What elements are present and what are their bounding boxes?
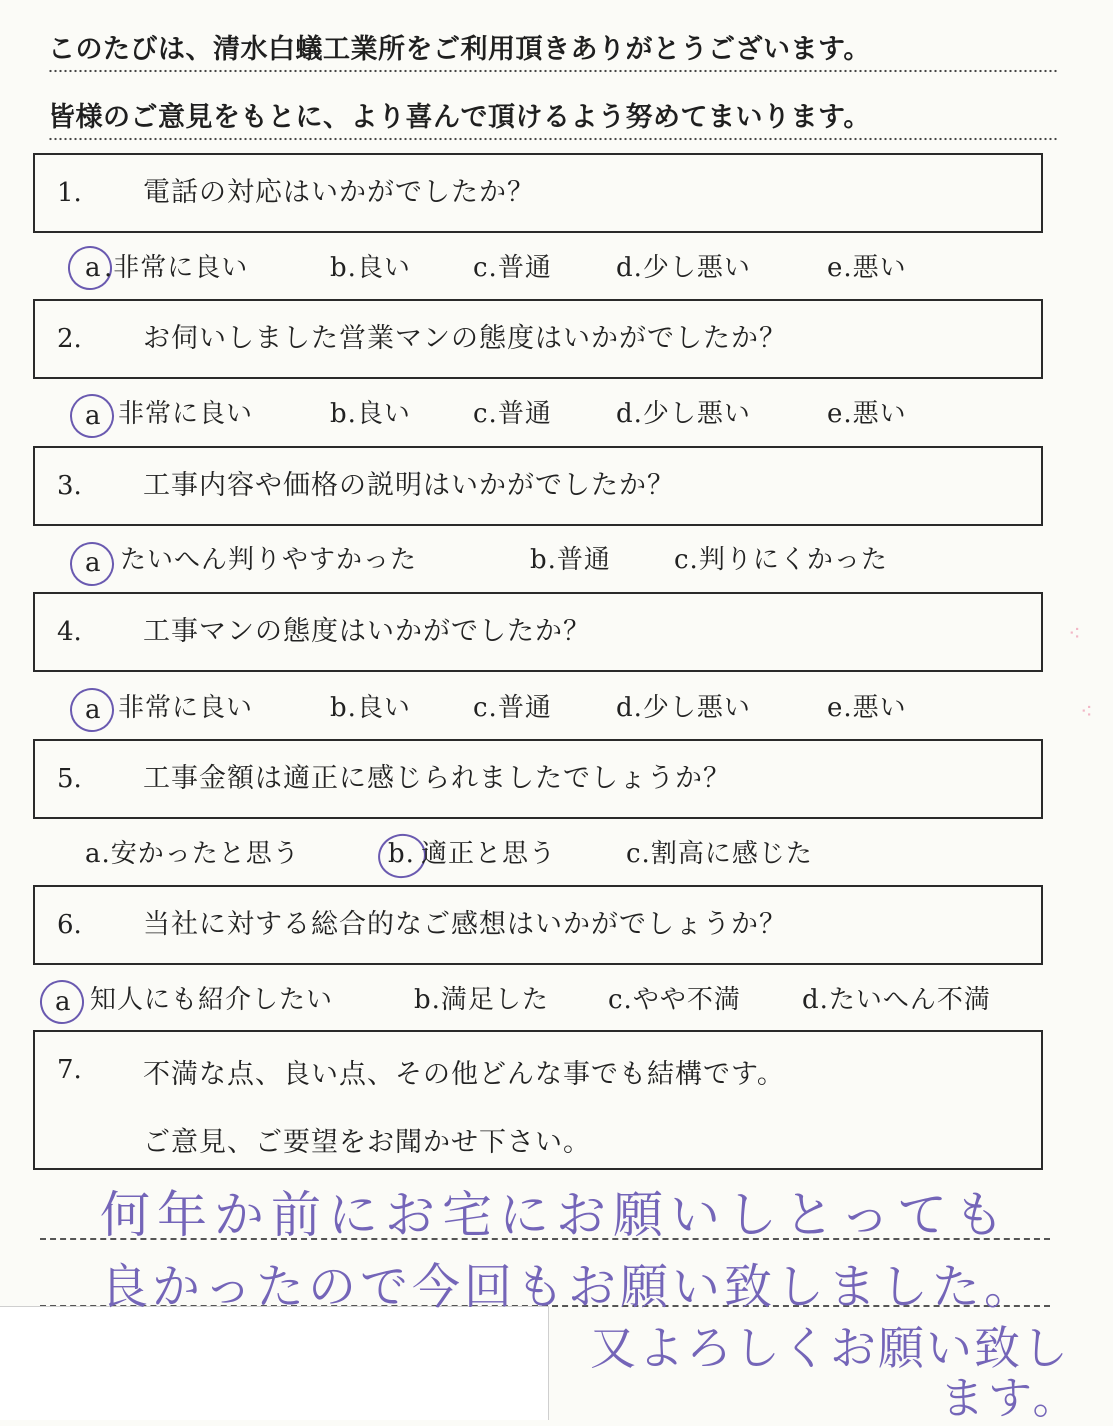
header-text-2: 皆様のご意見をもとに、より喜んで頂けるよう努めてまいります。	[48, 102, 871, 133]
option-c[interactable]: c.やや不満	[608, 985, 741, 1015]
header-underline-1	[48, 68, 1058, 74]
option-a-letter[interactable]: a	[85, 253, 102, 283]
option-a[interactable]: たいへん判りやすかった	[120, 545, 418, 575]
question-7-box	[33, 1030, 1043, 1170]
option-a[interactable]: 非常に良い	[118, 693, 254, 723]
handwritten-comment-line2: 良かったので今回もお願い致しました。	[100, 1259, 1037, 1315]
option-a-letter[interactable]: a	[55, 987, 72, 1017]
question-number: 6.	[57, 910, 82, 940]
question-2-box	[33, 299, 1043, 379]
survey-header-line2	[48, 98, 1058, 138]
handwritten-comment-line1: 何年か前にお宅にお願いしとっても	[100, 1186, 1011, 1244]
option-b[interactable]: b.満足した	[414, 985, 549, 1015]
question-number: 7.	[57, 1055, 82, 1085]
option-b[interactable]: b.良い	[330, 253, 411, 283]
question-text: 当社に対する総合的なご感想はいかがでしょうか？	[143, 909, 787, 940]
option-d[interactable]: d.少し悪い	[616, 693, 751, 723]
option-d[interactable]: d.少し悪い	[616, 399, 751, 429]
ink-smudge: ⁖	[1080, 700, 1093, 725]
option-c[interactable]: c.普通	[473, 399, 552, 429]
question-5-box	[33, 739, 1043, 819]
question-text: 工事内容や価格の説明はいかがでしたか？	[143, 470, 675, 501]
option-a[interactable]: 非常に良い	[118, 399, 254, 429]
handwritten-comment-line3: 又よろしくお願い致し	[590, 1321, 1070, 1375]
question-text: 工事金額は適正に感じられましたでしょうか？	[143, 763, 731, 794]
option-e[interactable]: e.悪い	[827, 693, 907, 723]
option-a[interactable]: .非常に良い	[104, 253, 249, 283]
question-text: 工事マンの態度はいかがでしたか？	[143, 616, 591, 647]
option-b[interactable]: b.普通	[530, 545, 611, 575]
header-underline-2	[48, 136, 1058, 142]
option-b[interactable]: b.良い	[330, 693, 411, 723]
question-text: 不満な点、良い点、その他どんな事でも結構です。	[143, 1059, 785, 1090]
question-number: 4.	[57, 617, 82, 647]
option-b[interactable]: 適正と思う	[421, 839, 557, 869]
question-6-box	[33, 885, 1043, 965]
option-c[interactable]: c.割高に感じた	[626, 839, 813, 869]
option-a-letter[interactable]: a	[85, 548, 102, 578]
option-d[interactable]: d.たいへん不満	[802, 985, 991, 1015]
option-d[interactable]: d.少し悪い	[616, 253, 751, 283]
question-4-box	[33, 592, 1043, 672]
question-1-box	[33, 153, 1043, 233]
question-3-box	[33, 446, 1043, 526]
option-c[interactable]: c.普通	[473, 253, 552, 283]
question-number: 1.	[57, 178, 82, 208]
survey-header-line1	[48, 30, 1058, 70]
ink-smudge: ⁖	[1068, 622, 1081, 647]
paper-edge	[0, 1306, 549, 1420]
question-number: 3.	[57, 471, 82, 501]
option-e[interactable]: e.悪い	[827, 399, 907, 429]
header-text-1: このたびは、清水白蟻工業所をご利用頂きありがとうございます。	[48, 34, 871, 65]
question-text-2: ご意見、ご要望をお聞かせ下さい。	[143, 1127, 591, 1158]
option-e[interactable]: e.悪い	[827, 253, 907, 283]
option-b-letter[interactable]: b.	[388, 839, 415, 869]
option-a[interactable]: a.安かったと思う	[85, 839, 300, 869]
handwritten-comment-line4: ます。	[940, 1373, 1081, 1424]
question-number: 2.	[57, 324, 82, 354]
option-a[interactable]: 知人にも紹介したい	[90, 985, 334, 1015]
question-text: お伺いしました営業マンの態度はいかがでしたか？	[143, 323, 787, 354]
question-number: 5.	[57, 764, 82, 794]
option-a-letter[interactable]: a	[85, 695, 102, 725]
option-c[interactable]: c.普通	[473, 693, 552, 723]
option-c[interactable]: c.判りにくかった	[674, 545, 888, 575]
option-b[interactable]: b.良い	[330, 399, 411, 429]
question-text: 電話の対応はいかがでしたか？	[143, 177, 535, 208]
option-a-letter[interactable]: a	[85, 401, 102, 431]
